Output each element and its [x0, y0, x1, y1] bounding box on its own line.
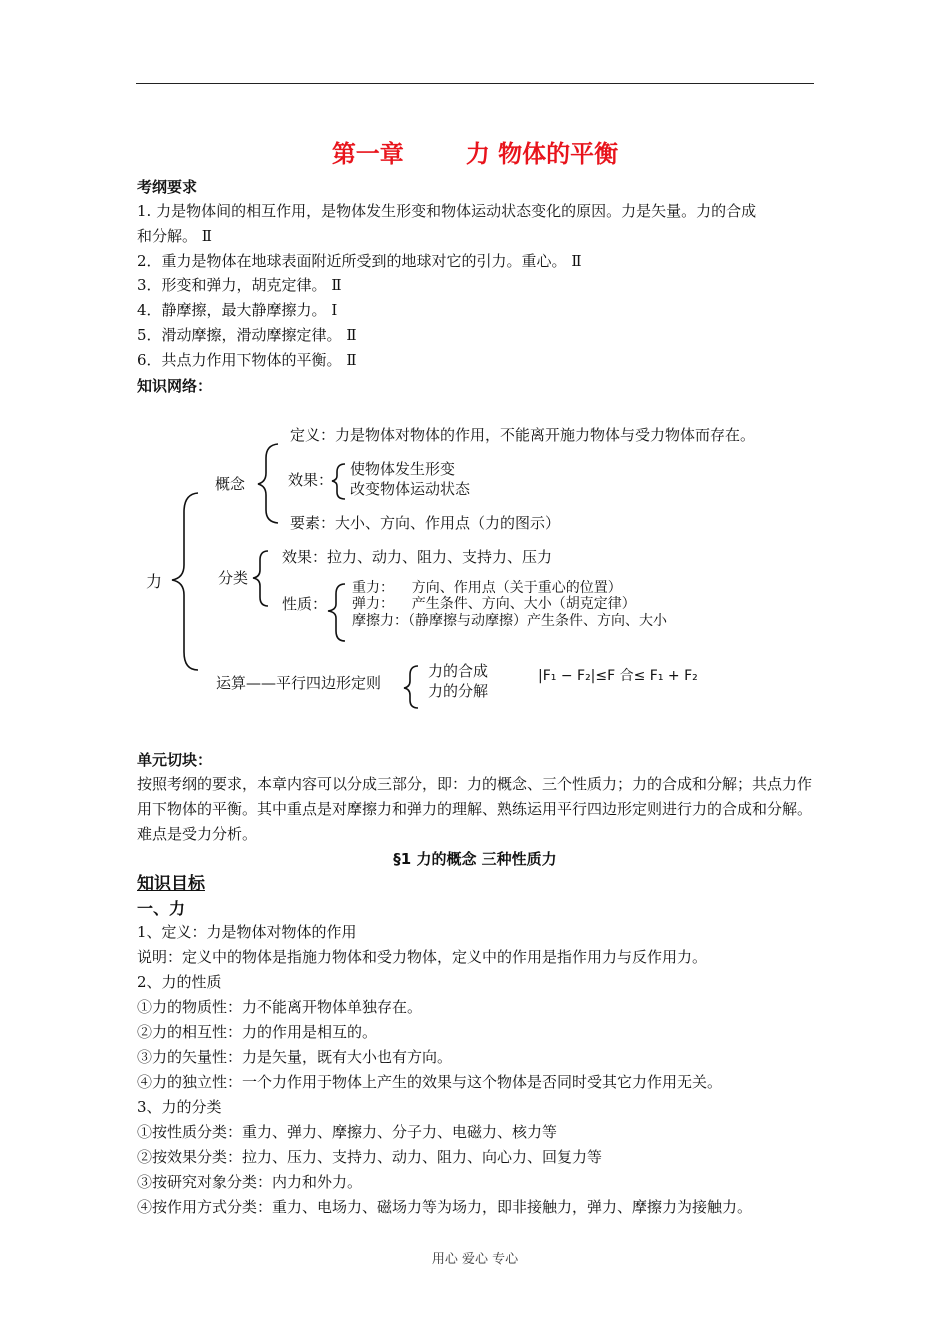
syllabus-item-6: 6．共点力作用下物体的平衡。 Ⅱ	[137, 351, 357, 369]
map-root: 力	[146, 572, 163, 591]
nature-brace	[328, 584, 345, 641]
concept-brace	[258, 444, 278, 523]
syllabus-item-1a: 1. 力是物体间的相互作用，是物体发生形变和物体运动状态变化的原因。力是矢量。力的合成	[137, 202, 757, 220]
goal-line: ①按性质分类：重力、弹力、摩擦力、分子力、电磁力、核力等	[137, 1123, 558, 1141]
chapter-number: 第一章	[331, 140, 404, 168]
unit-paragraph: 按照考纲的要求，本章内容可以分成三部分，即：力的概念、三个性质力；力的合成和分解；共点力作用下物体的平衡。其中重点是对摩擦力和弹力的理解、熟练运用平行四边形定则进行力的合成和分解。难点是受力分析。	[137, 775, 813, 843]
map-composition: 力的合成	[428, 662, 489, 680]
goal-line: ②按效果分类：拉力、压力、支持力、动力、阻力、向心力、回复力等	[137, 1148, 603, 1166]
goal-line: ③力的矢量性：力是矢量，既有大小也有方向。	[137, 1048, 453, 1066]
syllabus-item-3: 3．形变和弹力，胡克定律。 Ⅱ	[137, 276, 342, 294]
chapter-name: 力 物体的平衡	[465, 140, 619, 168]
map-operation: 运算——平行四边形定则	[216, 674, 382, 692]
map-definition: 定义：力是物体对物体的作用，不能离开施力物体与受力物体而存在。	[290, 426, 756, 444]
page-footer: 用心 爱心 专心	[431, 1252, 519, 1267]
map-formula: |F₁ − F₂|≤F 合≤ F₁ + F₂	[538, 668, 698, 684]
map-effect-1: 使物体发生形变	[350, 460, 456, 478]
goal-line: ④力的独立性：一个力作用于物体上产生的效果与这个物体是否同时受其它力作用无关。	[137, 1073, 723, 1091]
effect-brace	[332, 464, 345, 499]
goal-line: ③按研究对象分类：内力和外力。	[137, 1173, 363, 1191]
map-classification: 分类	[218, 569, 249, 587]
goal-line: ②力的相互性：力的作用是相互的。	[137, 1023, 378, 1041]
map-friction: 摩擦力：（静摩擦与动摩擦）产生条件、方向、大小	[352, 613, 667, 629]
syllabus-item-5: 5．滑动摩擦，滑动摩擦定律。 Ⅱ	[137, 326, 357, 344]
map-concept: 概念	[215, 475, 246, 493]
map-class-effect: 效果：拉力、动力、阻力、支持力、压力	[282, 548, 553, 566]
syllabus-item-2: 2．重力是物体在地球表面附近所受到的地球对它的引力。重心。 Ⅱ	[137, 252, 582, 270]
map-decomposition: 力的分解	[428, 682, 489, 700]
class-brace	[253, 551, 268, 606]
goal-line: 说明：定义中的物体是指施力物体和受力物体，定义中的作用是指作用力与反作用力。	[137, 948, 708, 966]
map-elements: 要素：大小、方向、作用点（力的图示）	[290, 514, 561, 532]
map-nature-label: 性质：	[282, 595, 328, 613]
goal-line: 1、定义：力是物体对物体的作用	[137, 923, 357, 941]
goal-line: 2、力的性质	[137, 973, 222, 991]
syllabus-heading: 考纲要求	[137, 178, 198, 196]
syllabus-item-1b: 和分解。 Ⅱ	[137, 227, 212, 245]
root-brace	[172, 493, 198, 670]
goal-line: ①力的物质性：力不能离开物体单独存在。	[137, 998, 423, 1016]
operation-brace	[404, 666, 418, 708]
map-gravity: 重力： 方向、作用点（关于重心的位置）	[352, 580, 622, 596]
section-title: §1 力的概念 三种性质力	[393, 850, 557, 868]
map-effect-label: 效果：	[288, 471, 334, 489]
goals-subheading: 一、力	[137, 899, 186, 918]
syllabus-item-4: 4．静摩擦，最大静摩擦力。 Ⅰ	[137, 301, 338, 319]
map-elastic: 弹力： 产生条件、方向、大小（胡克定律）	[352, 596, 636, 612]
unit-heading: 单元切块：	[137, 751, 213, 769]
goal-line: ④按作用方式分类：重力、电场力、磁场力等为场力，即非接触力，弹力、摩擦力为接触力。	[137, 1198, 753, 1216]
network-heading: 知识网络：	[137, 377, 213, 395]
goal-line: 3、力的分类	[137, 1098, 222, 1116]
goals-heading: 知识目标	[137, 874, 205, 894]
map-effect-2: 改变物体运动状态	[350, 480, 471, 498]
